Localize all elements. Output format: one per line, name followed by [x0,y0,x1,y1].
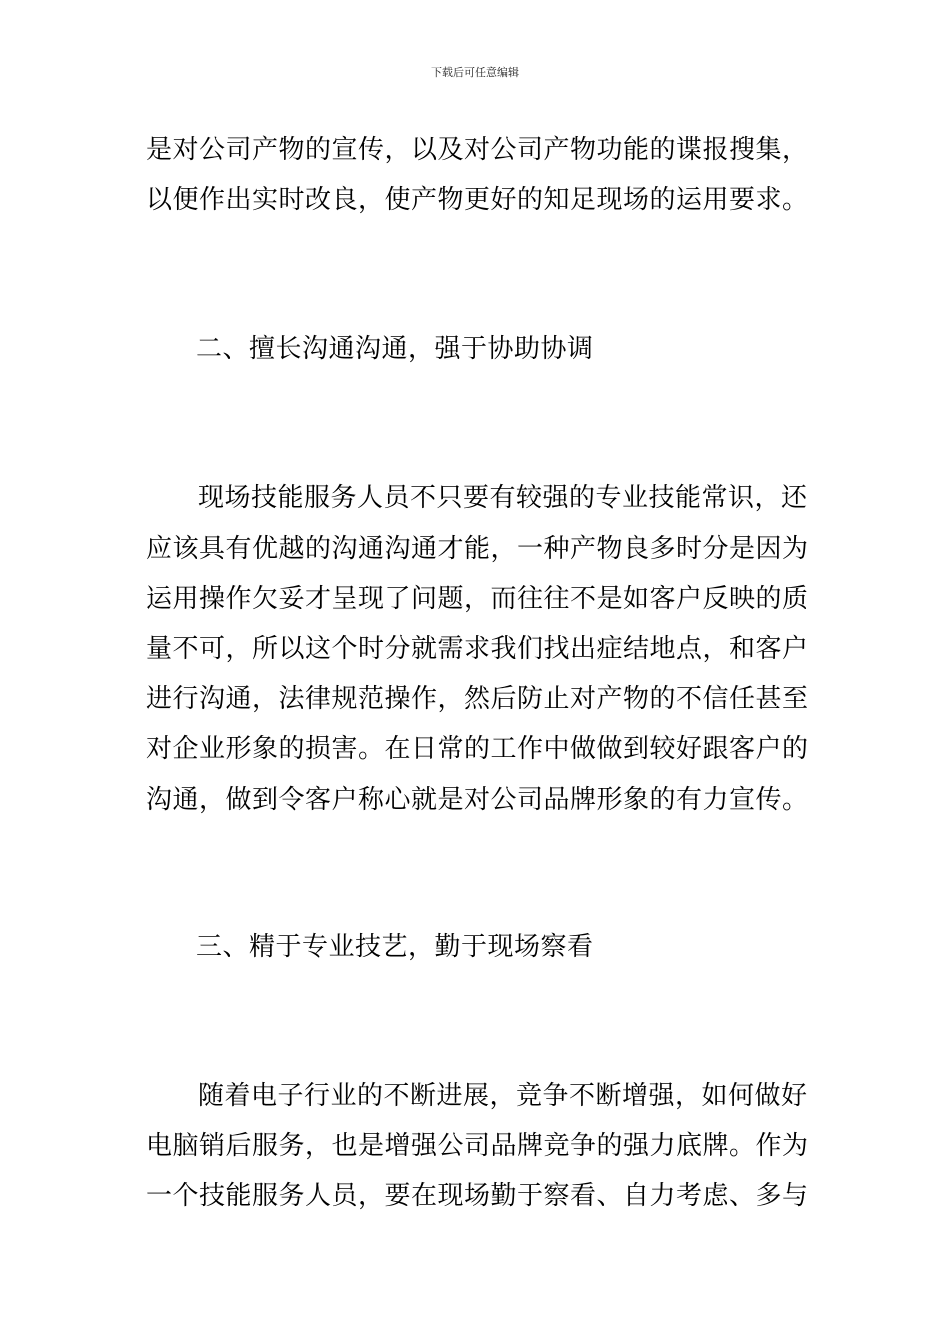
paragraph-line: 一个技能服务人员，要在现场勤于察看、自力考虑、多与 [146,1181,809,1211]
paragraph-line: 对企业形象的损害。在日常的工作中做做到较好跟客户的 [146,734,809,764]
paragraph-line: 随着电子行业的不断进展，竞争不断增强，如何做好 [198,1081,808,1111]
paragraph-line: 现场技能服务人员不只要有较强的专业技能常识，还 [198,483,808,513]
page-header-note: 下载后可任意编辑 [431,66,519,79]
paragraph-line: 沟通，做到令客户称心就是对公司品牌形象的有力宣传。 [146,785,809,815]
section-heading-3: 三、精于专业技艺，勤于现场察看 [196,932,594,962]
section-heading-2: 二、擅长沟通沟通，强于协助协调 [196,334,594,364]
paragraph-line: 应该具有优越的沟通沟通才能，一种产物良多时分是因为 [146,534,809,564]
paragraph-line: 进行沟通，法律规范操作，然后防止对产物的不信任甚至 [146,684,809,714]
paragraph-line: 电脑销后服务，也是增强公司品牌竞争的强力底牌。作为 [146,1131,809,1161]
paragraph-line: 量不可，所以这个时分就需求我们找出症结地点，和客户 [146,634,809,664]
paragraph-line: 运用操作欠妥才呈现了问题，而往往不是如客户反映的质 [146,584,809,614]
paragraph-line: 以便作出实时改良，使产物更好的知足现场的运用要求。 [146,185,809,215]
paragraph-line: 是对公司产物的宣传，以及对公司产物功能的谍报搜集， [146,135,809,165]
